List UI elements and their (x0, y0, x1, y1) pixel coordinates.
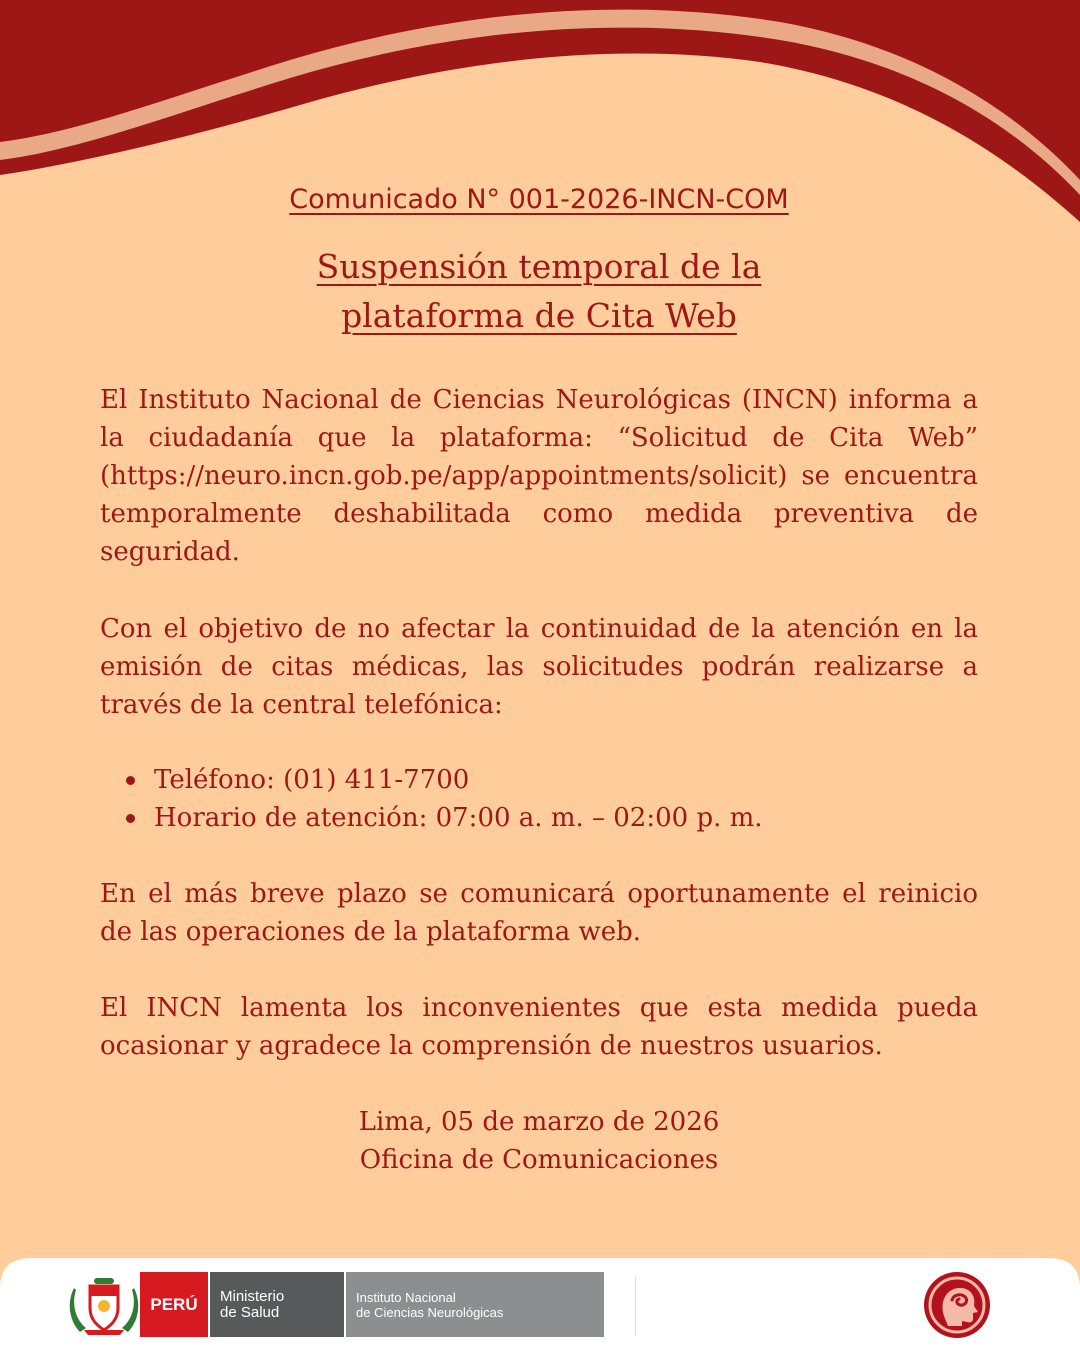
signoff (100, 1103, 978, 1179)
paragraph-apology: El INCN lamenta los inconvenientes que esta medida pueda ocasionar y agradece la comprensión de nuestros usuarios. (100, 993, 978, 1061)
coat-of-arms-icon (68, 1272, 140, 1337)
paragraph-announcement: El Instituto Nacional de Ciencias Neurológicas (INCN) informa a la ciudadanía que la plataforma: “Solicitud de Cita Web” (https://neuro.incn.gob.pe/app/appointments/solicit) se encuentra temporalmente deshabilitada como medida preventiva de seguridad. (100, 385, 978, 567)
contact-list (126, 761, 976, 837)
peru-label: PERÚ (140, 1272, 208, 1337)
ministry-line-2: de Salud (220, 1303, 280, 1321)
phone-text: Teléfono: (01) 411-7700 (154, 765, 470, 795)
incn-head-emblem-icon (922, 1270, 992, 1340)
hours-text: Horario de atención: 07:00 a. m. – 02:00 p. m. (154, 803, 763, 833)
issuing-office: Oficina de Comunicaciones (359, 1145, 719, 1175)
institute-label (344, 1272, 604, 1337)
bullet-icon (126, 814, 135, 823)
list-item-hours (126, 799, 976, 837)
communique-title (100, 242, 978, 340)
list-item-phone (126, 761, 976, 799)
communique-code: Comunicado N° 001-2026-INCN-COM (289, 184, 789, 215)
government-logo-strip (68, 1272, 604, 1337)
paragraph-alternative: Con el objetivo de no afectar la continuidad de la atención en la emisión de citas médicas, las solicitudes podrán realizarse a través de la central telefónica: (100, 614, 978, 720)
paragraph-restart: En el más breve plazo se comunicará oportunamente el reinicio de las operaciones de la plataforma web. (100, 879, 978, 947)
ministry-line-1: Ministerio (220, 1287, 285, 1305)
bullet-icon (126, 776, 135, 785)
title-line-1: Suspensión temporal de la (316, 247, 762, 286)
institute-line-2: de Ciencias Neurológicas (356, 1304, 504, 1320)
place-date: Lima, 05 de marzo de 2026 (358, 1107, 720, 1137)
title-line-2: plataforma de Cita Web (341, 296, 737, 335)
institute-line-1: Instituto Nacional (356, 1289, 456, 1305)
ministry-label (208, 1272, 344, 1337)
footer-divider (635, 1276, 636, 1336)
